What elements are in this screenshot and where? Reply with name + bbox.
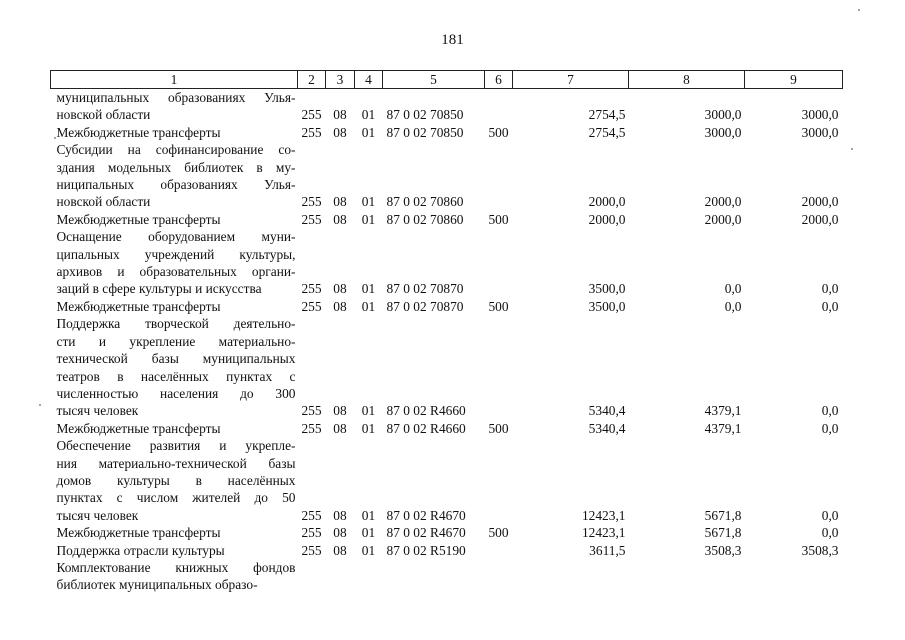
amount-col-7: 3500,0 <box>588 298 626 314</box>
row-description <box>51 124 298 141</box>
target-article-code: 87 0 02 70850 <box>386 107 464 123</box>
section-code: 255 <box>301 194 322 210</box>
column-header-6: 6 <box>485 71 513 89</box>
table-row <box>51 420 843 437</box>
description-line: театров в населённых пунктах с <box>56 368 296 384</box>
amount-col-8: 5671,8 <box>704 507 742 523</box>
amount-col-8: 3000,0 <box>704 124 742 140</box>
description-line: ципальных учреждений культуры, <box>56 246 296 262</box>
table-row <box>51 141 843 211</box>
subsection-code: 08 <box>333 525 347 541</box>
table-header-row <box>51 71 843 89</box>
expense-type-code <box>485 542 513 559</box>
amount-col-8: 0,0 <box>724 298 742 314</box>
scan-speck <box>54 137 56 139</box>
target-article-code: 87 0 02 R5190 <box>386 542 466 558</box>
item-code: 01 <box>361 194 376 210</box>
item-code: 01 <box>361 420 376 436</box>
expense-type-code: 500 <box>488 298 509 314</box>
description-line: Поддержка творческой деятельно- <box>56 316 296 332</box>
row-description <box>51 420 298 437</box>
table-row <box>51 437 843 524</box>
target-article-code: 87 0 02 70870 <box>386 281 464 297</box>
section-code: 255 <box>301 124 322 140</box>
scan-speck <box>858 9 860 11</box>
amount-col-8: 3000,0 <box>704 107 742 123</box>
target-article-code: 87 0 02 70850 <box>386 124 464 140</box>
description-line: здания модельных библиотек в му- <box>56 159 296 175</box>
expense-type-code <box>485 437 513 524</box>
amount-col-7: 3611,5 <box>589 542 626 558</box>
table-row <box>51 228 843 298</box>
description-line: технической базы муниципальных <box>56 351 296 367</box>
amount-col-9: 0,0 <box>821 420 839 436</box>
subsection-code: 08 <box>333 403 347 419</box>
page-number: 181 <box>441 32 464 48</box>
description-line: Межбюджетные трансферты <box>56 420 221 436</box>
description-line: ния материально-технической базы <box>56 455 296 471</box>
row-description <box>51 211 298 228</box>
item-code: 01 <box>361 403 376 419</box>
section-code: 255 <box>301 298 322 314</box>
target-article-code: 87 0 02 70870 <box>386 298 464 314</box>
section-code: 255 <box>301 107 322 123</box>
amount-col-9: 3000,0 <box>801 107 839 123</box>
amount-col-8: 4379,1 <box>704 420 742 436</box>
description-line: Межбюджетные трансферты <box>56 124 221 140</box>
amount-col-8: 2000,0 <box>704 211 742 227</box>
amount-col-7: 2000,0 <box>588 211 626 227</box>
amount-col-7: 2000,0 <box>588 194 626 210</box>
amount-col-9: 3508,3 <box>801 542 839 558</box>
expense-type-code <box>485 89 513 124</box>
expense-type-code: 500 <box>488 124 509 140</box>
description-line: Межбюджетные трансферты <box>56 211 221 227</box>
amount-col-7: 2754,5 <box>588 124 626 140</box>
item-code: 01 <box>361 124 376 140</box>
row-description <box>51 228 298 298</box>
expense-type-code: 500 <box>488 211 509 227</box>
column-header-9: 9 <box>745 71 843 89</box>
target-article-code: 87 0 02 R4670 <box>386 507 466 523</box>
column-header-2: 2 <box>298 71 326 89</box>
expense-type-code <box>485 315 513 419</box>
amount-col-9: 0,0 <box>821 281 839 297</box>
amount-col-7: 12423,1 <box>581 507 626 523</box>
amount-col-9: 0,0 <box>821 298 839 314</box>
table-body <box>51 89 843 594</box>
subsection-code: 08 <box>333 507 347 523</box>
section-code: 255 <box>301 542 322 558</box>
item-code: 01 <box>361 507 376 523</box>
description-line: пунктах с числом жителей до 50 <box>56 490 296 506</box>
column-header-1: 1 <box>51 71 298 89</box>
description-line: Оснащение оборудованием муни- <box>56 229 296 245</box>
subsection-code: 08 <box>333 107 347 123</box>
expense-type-code: 500 <box>488 420 509 436</box>
expense-type-code: 500 <box>488 525 509 541</box>
column-header-8: 8 <box>629 71 745 89</box>
description-line: заций в сфере культуры и искусства <box>56 281 262 297</box>
scan-speck <box>39 404 41 406</box>
item-code: 01 <box>361 211 376 227</box>
amount-col-8: 5671,8 <box>704 525 742 541</box>
amount-col-8: 2000,0 <box>704 194 742 210</box>
section-code: 255 <box>301 420 322 436</box>
amount-col-7 <box>513 559 629 594</box>
row-description <box>51 315 298 419</box>
table-row <box>51 524 843 541</box>
description-line: сти и укрепление материально- <box>56 333 296 349</box>
amount-col-8: 3508,3 <box>704 542 742 558</box>
description-line: численностью населения до 300 <box>56 385 296 401</box>
amount-col-9: 0,0 <box>821 507 839 523</box>
target-article-code: 87 0 02 R4660 <box>386 403 466 419</box>
amount-col-9 <box>745 559 843 594</box>
column-header-5: 5 <box>383 71 485 89</box>
description-line: новской области <box>56 194 151 210</box>
section-code: 255 <box>301 507 322 523</box>
description-line: Поддержка отрасли культуры <box>56 542 225 558</box>
amount-col-8: 0,0 <box>724 281 742 297</box>
description-line: архивов и образовательных органи- <box>56 264 296 280</box>
table-row <box>51 315 843 419</box>
table-row <box>51 124 843 141</box>
item-code: 01 <box>361 525 376 541</box>
table-row <box>51 298 843 315</box>
amount-col-9: 0,0 <box>821 525 839 541</box>
row-description <box>51 559 298 594</box>
target-article-code: 87 0 02 R4670 <box>386 525 466 541</box>
item-code: 01 <box>361 298 376 314</box>
description-line: новской области <box>56 107 151 123</box>
amount-col-9: 2000,0 <box>801 194 839 210</box>
target-article-code: 87 0 02 70860 <box>386 211 464 227</box>
subsection-code: 08 <box>333 124 347 140</box>
expense-type-code <box>485 228 513 298</box>
column-header-3: 3 <box>326 71 355 89</box>
description-line: тысяч человек <box>56 507 139 523</box>
section-code: 255 <box>301 211 322 227</box>
amount-col-7: 12423,1 <box>581 525 626 541</box>
row-description <box>51 141 298 211</box>
item-code: 01 <box>361 281 376 297</box>
budget-table <box>50 70 843 594</box>
description-line: тысяч человек <box>56 403 139 419</box>
scan-speck <box>851 148 853 150</box>
table-row <box>51 559 843 594</box>
expense-type-code <box>485 141 513 211</box>
column-header-7: 7 <box>513 71 629 89</box>
description-line: Межбюджетные трансферты <box>56 525 221 541</box>
description-line: муниципальных образованиях Улья- <box>56 90 296 105</box>
expense-type-code <box>485 559 513 594</box>
section-code: 255 <box>301 281 322 297</box>
amount-col-8 <box>629 559 745 594</box>
item-code <box>355 559 383 594</box>
description-line: Субсидии на софинансирование со- <box>56 142 296 158</box>
table-row <box>51 542 843 559</box>
target-article-code: 87 0 02 70860 <box>386 194 464 210</box>
subsection-code: 08 <box>333 298 347 314</box>
target-article-code: 87 0 02 R4660 <box>386 420 466 436</box>
row-description <box>51 542 298 559</box>
description-line: библиотек муниципальных образо- <box>56 577 258 593</box>
description-line: Межбюджетные трансферты <box>56 298 221 314</box>
column-header-4: 4 <box>355 71 383 89</box>
table-row <box>51 89 843 124</box>
section-code: 255 <box>301 403 322 419</box>
amount-col-8: 4379,1 <box>704 403 742 419</box>
item-code: 01 <box>361 542 376 558</box>
subsection-code: 08 <box>333 194 347 210</box>
amount-col-7: 5340,4 <box>588 420 626 436</box>
section-code <box>298 559 326 594</box>
subsection-code: 08 <box>333 420 347 436</box>
row-description <box>51 89 298 124</box>
description-line: Комплектование книжных фондов <box>56 559 296 575</box>
amount-col-7: 3500,0 <box>588 281 626 297</box>
description-line: ниципальных образованиях Улья- <box>56 177 296 193</box>
row-description <box>51 298 298 315</box>
amount-col-9: 2000,0 <box>801 211 839 227</box>
table-row <box>51 211 843 228</box>
item-code: 01 <box>361 107 376 123</box>
row-description <box>51 524 298 541</box>
subsection-code <box>326 559 355 594</box>
target-article-code <box>383 559 485 594</box>
section-code: 255 <box>301 525 322 541</box>
description-line: домов культуры в населённых <box>56 472 296 488</box>
description-line: Обеспечение развития и укрепле- <box>56 438 296 454</box>
amount-col-7: 5340,4 <box>588 403 626 419</box>
amount-col-9: 3000,0 <box>801 124 839 140</box>
subsection-code: 08 <box>333 281 347 297</box>
amount-col-9: 0,0 <box>821 403 839 419</box>
subsection-code: 08 <box>333 542 347 558</box>
amount-col-7: 2754,5 <box>588 107 626 123</box>
row-description <box>51 437 298 524</box>
subsection-code: 08 <box>333 211 347 227</box>
